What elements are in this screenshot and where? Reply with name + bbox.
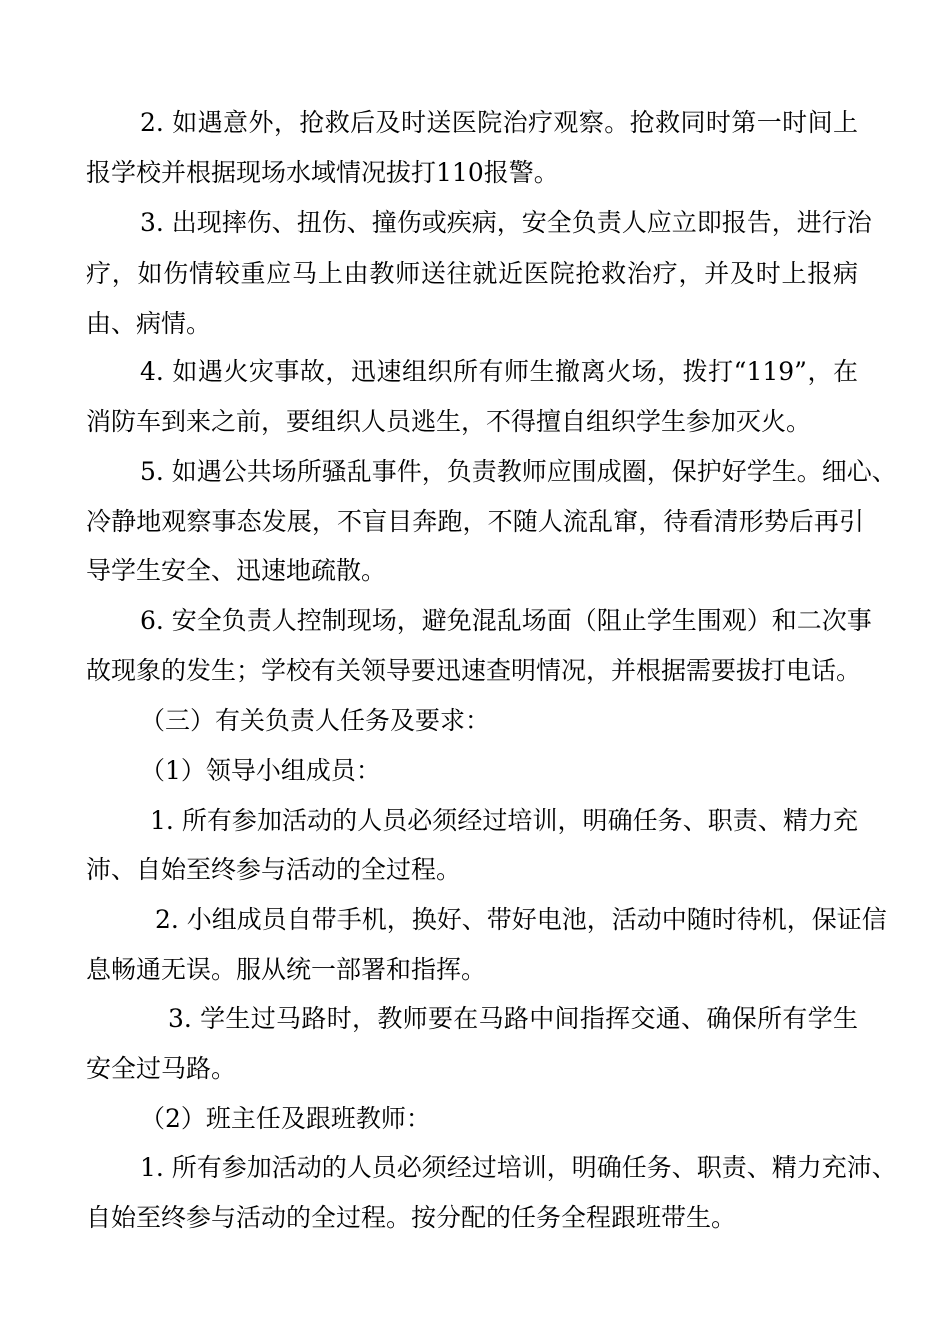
text-line: 由、病情。 <box>86 309 212 338</box>
text-line: 沛、自始至终参与活动的全过程。 <box>86 855 462 884</box>
text-line: 1. 所有参加活动的人员必须经过培训，明确任务、职责、精力充沛、 <box>140 1153 897 1182</box>
text-line: 报学校并根据现场水域情况拔打110报警。 <box>86 158 559 187</box>
text-line: 3. 出现摔伤、扭伤、撞伤或疾病，安全负责人应立即报告，进行治 <box>140 208 872 237</box>
text-line: 2. 小组成员自带手机，换好、带好电池，活动中随时待机，保证信 <box>155 905 887 934</box>
text-line: 疗，如伤情较重应马上由教师送往就近医院抢救治疗，并及时上报病 <box>86 259 858 288</box>
text-line: 3. 学生过马路时，教师要在马路中间指挥交通、确保所有学生 <box>168 1004 858 1033</box>
text-line: 4. 如遇火灾事故，迅速组织所有师生撤离火场，拨打“119”，在 <box>140 357 858 386</box>
section-heading: （三）有关负责人任务及要求： <box>140 706 491 735</box>
text-line: 息畅通无误。服从统一部署和指挥。 <box>86 955 487 984</box>
text-line: 消防车到来之前，要组织人员逃生，不得擅自组织学生参加灭火。 <box>86 407 812 436</box>
text-line: 2. 如遇意外，抢救后及时送医院治疗观察。抢救同时第一时间上 <box>140 108 858 137</box>
subsection-heading: （1）领导小组成员： <box>140 756 381 785</box>
subsection-heading: （2）班主任及跟班教师： <box>140 1104 431 1133</box>
text-line: 自始至终参与活动的全过程。按分配的任务全程跟班带生。 <box>86 1203 737 1232</box>
text-line: 5. 如遇公共场所骚乱事件，负责教师应围成圈，保护好学生。细心、 <box>140 457 897 486</box>
text-line: 故现象的发生；学校有关领导要迅速查明情况，并根据需要拔打电话。 <box>86 656 862 685</box>
text-line: 6. 安全负责人控制现场，避免混乱场面（阻止学生围观）和二次事 <box>140 606 872 635</box>
text-line: 1. 所有参加活动的人员必须经过培训，明确任务、职责、精力充 <box>150 806 858 835</box>
text-line: 安全过马路。 <box>86 1054 237 1083</box>
text-line: 冷静地观察事态发展，不盲目奔跑，不随人流乱窜，待看清形势后再引 <box>86 507 864 536</box>
text-line: 导学生安全、迅速地疏散。 <box>86 556 387 585</box>
